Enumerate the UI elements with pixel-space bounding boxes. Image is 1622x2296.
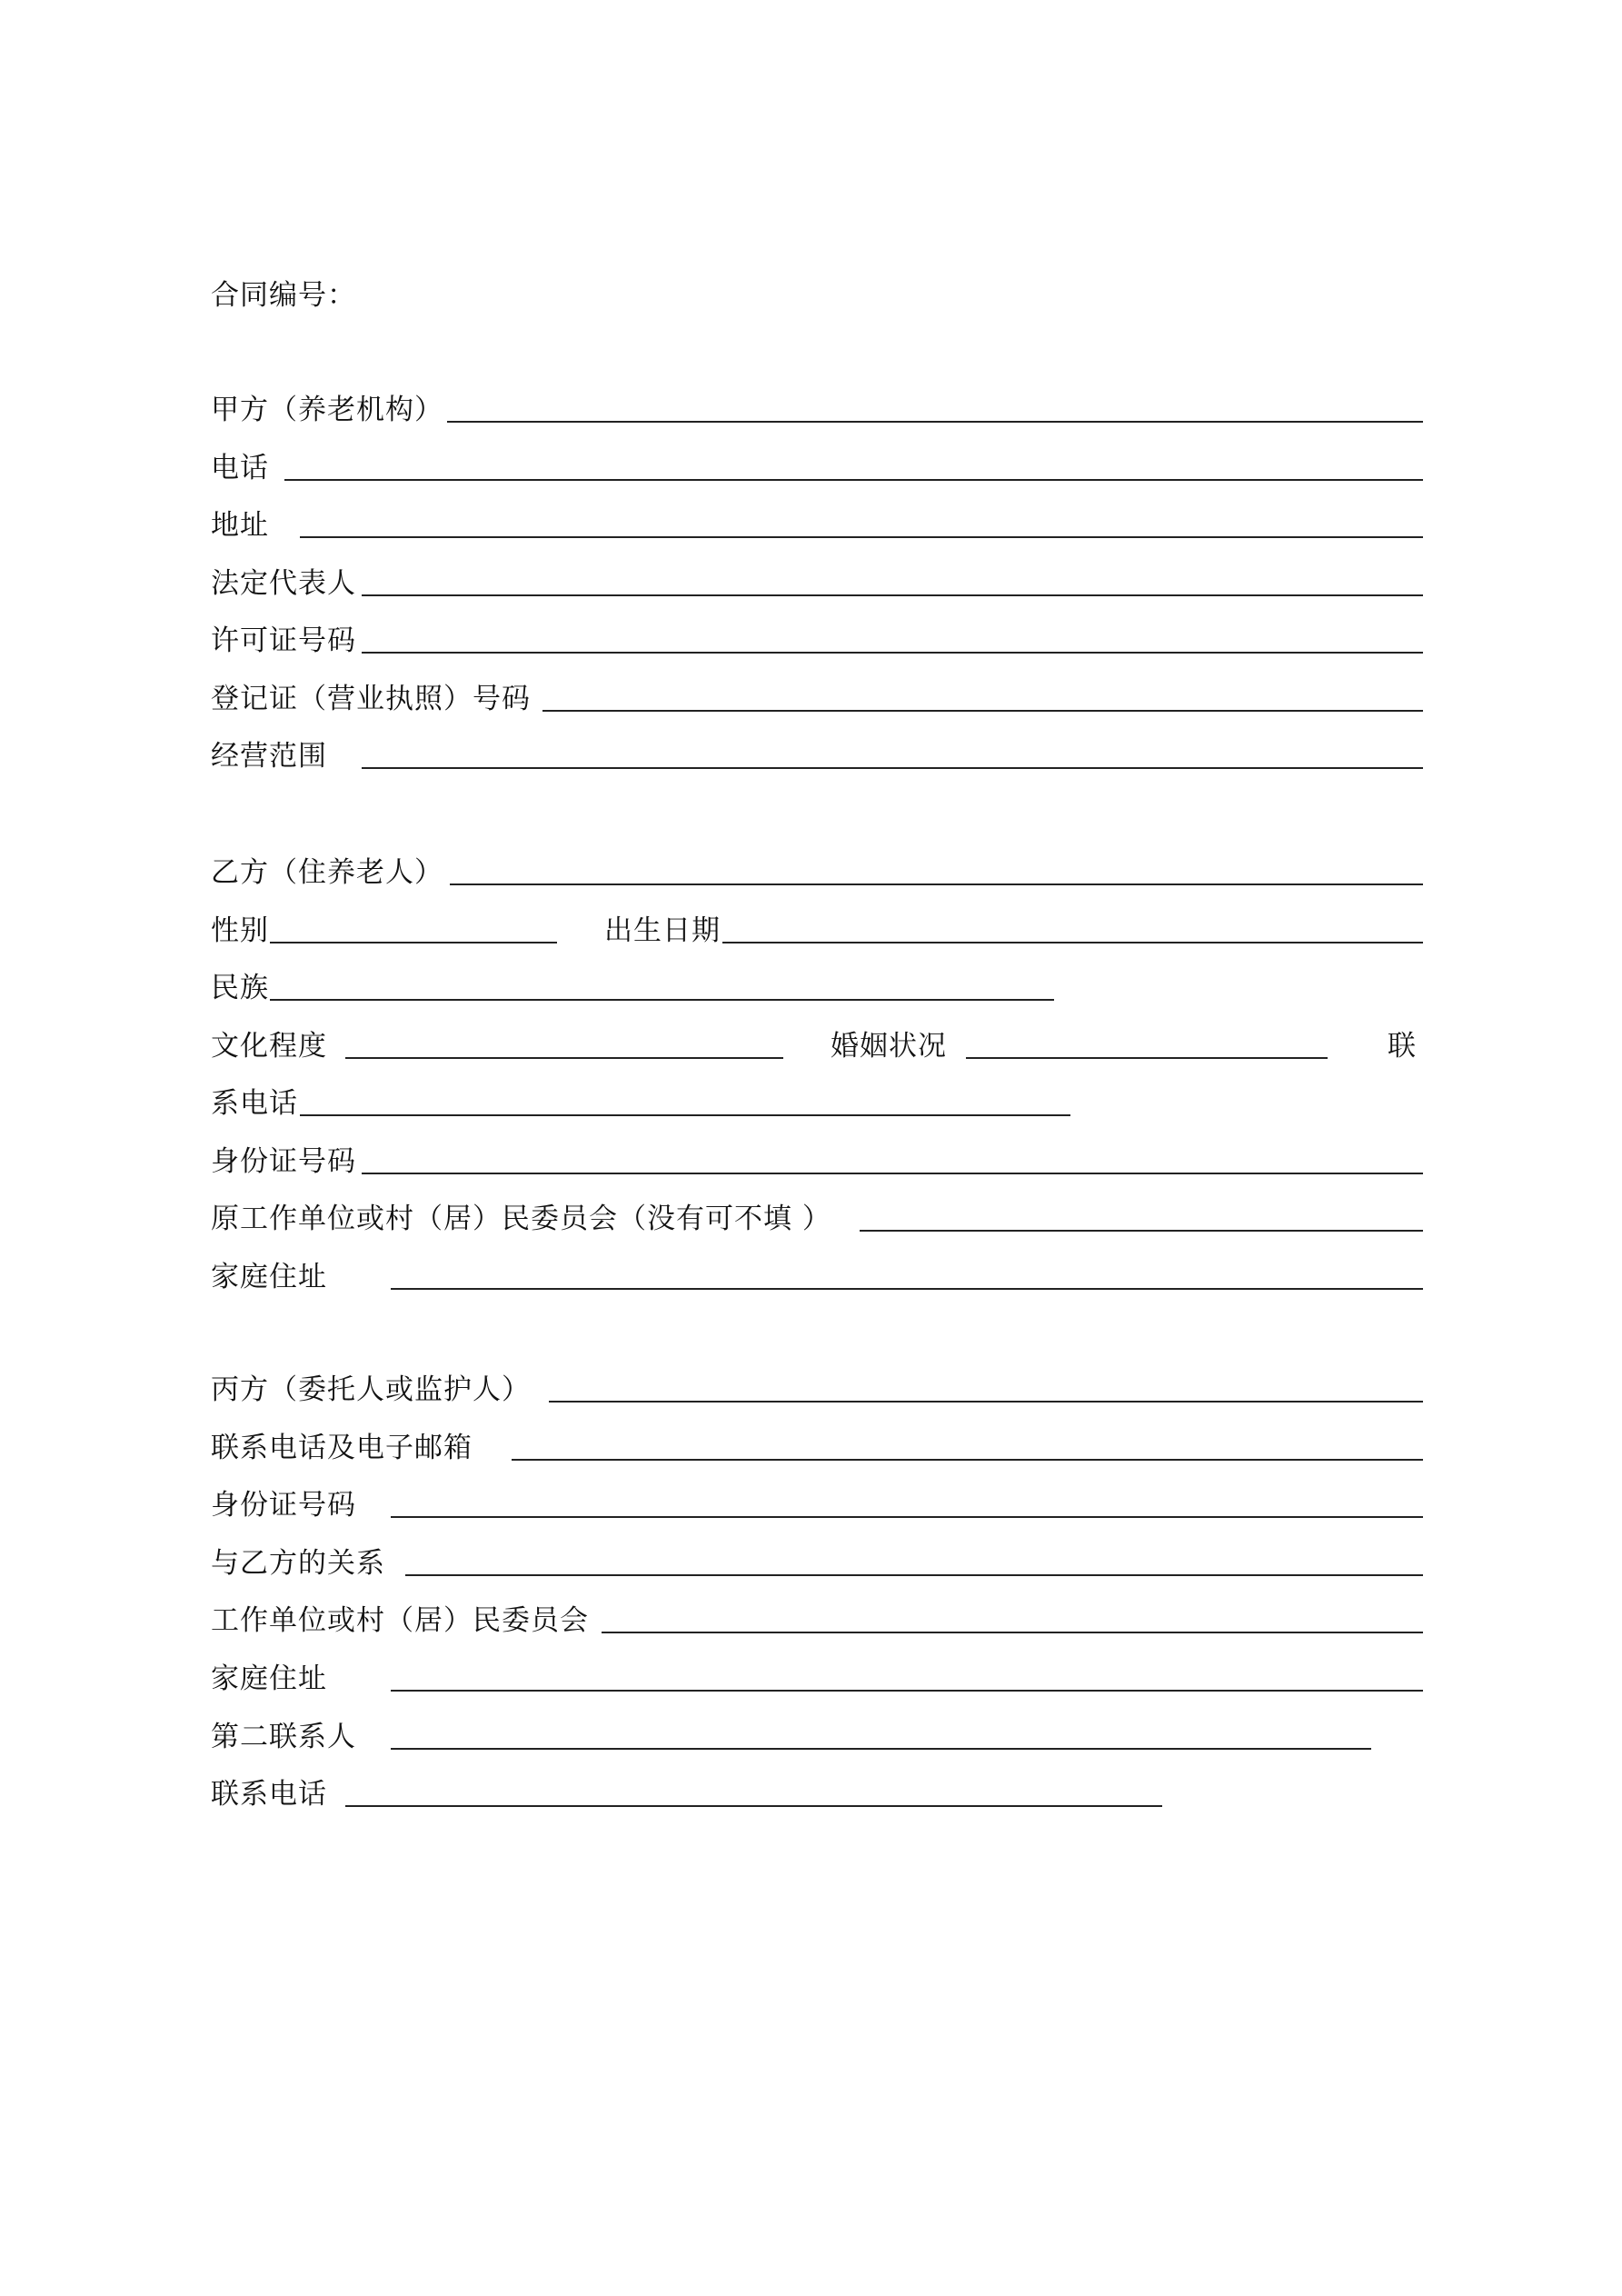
- party-b-address-field[interactable]: [391, 1288, 1423, 1290]
- party-a-legal-rep-label: 法定代表人: [211, 566, 356, 600]
- second-contact-phone-field[interactable]: [345, 1805, 1162, 1807]
- gender-label: 性别: [211, 913, 269, 947]
- party-a-legal-rep-field[interactable]: [362, 594, 1423, 596]
- party-b-name-label: 乙方（住养老人）: [211, 856, 443, 889]
- party-b-phone-label-start: 联: [1388, 1029, 1417, 1063]
- party-a-business-scope-field[interactable]: [362, 767, 1423, 769]
- party-a-name-field[interactable]: [447, 421, 1423, 423]
- party-a-registration-no-label: 登记证（营业执照）号码: [211, 682, 531, 715]
- party-a-phone-label: 电话: [211, 451, 269, 484]
- education-field[interactable]: [345, 1057, 783, 1059]
- party-c-id-field[interactable]: [391, 1516, 1423, 1518]
- second-contact-phone-label: 联系电话: [211, 1778, 327, 1812]
- party-a-address-field[interactable]: [300, 536, 1423, 538]
- party-a-phone-field[interactable]: [284, 479, 1423, 481]
- second-contact-label: 第二联系人: [211, 1720, 356, 1753]
- party-b-id-field[interactable]: [362, 1173, 1423, 1174]
- party-c-name-label: 丙方（委托人或监护人）: [211, 1373, 531, 1406]
- birth-date-label: 出生日期: [604, 913, 721, 947]
- party-b-phone-label: 系电话: [211, 1087, 298, 1120]
- party-b-work-unit-field[interactable]: [860, 1230, 1423, 1232]
- party-c-contact-label: 联系电话及电子邮箱: [211, 1431, 473, 1464]
- marital-status-field[interactable]: [966, 1057, 1328, 1059]
- party-c-work-unit-field[interactable]: [602, 1632, 1423, 1633]
- party-a-business-scope-label: 经营范围: [211, 740, 327, 773]
- party-c-name-field[interactable]: [549, 1401, 1423, 1403]
- party-a-registration-no-field[interactable]: [542, 710, 1423, 712]
- party-c-address-label: 家庭住址: [211, 1662, 327, 1695]
- education-label: 文化程度: [211, 1029, 327, 1063]
- party-b-address-label: 家庭住址: [211, 1260, 327, 1293]
- party-a-address-label: 地址: [211, 509, 269, 542]
- party-b-work-unit-label: 原工作单位或村（居）民委员会（没有可不填 ）: [211, 1203, 831, 1235]
- party-c-relation-label: 与乙方的关系: [211, 1546, 385, 1580]
- party-a-license-no-label: 许可证号码: [211, 624, 356, 657]
- contract-number-label: 合同编号：: [211, 279, 356, 312]
- birth-date-field[interactable]: [722, 942, 1423, 943]
- party-c-relation-field[interactable]: [405, 1574, 1423, 1576]
- marital-status-label: 婚姻状况: [831, 1029, 947, 1063]
- party-a-name-label: 甲方（养老机构）: [211, 394, 443, 426]
- party-b-name-field[interactable]: [450, 883, 1423, 885]
- ethnicity-field[interactable]: [270, 999, 1054, 1001]
- second-contact-field[interactable]: [391, 1748, 1371, 1750]
- ethnicity-label: 民族: [211, 972, 269, 1004]
- party-a-license-no-field[interactable]: [362, 652, 1423, 654]
- party-b-phone-field[interactable]: [300, 1114, 1070, 1116]
- party-b-id-label: 身份证号码: [211, 1144, 356, 1178]
- party-c-id-label: 身份证号码: [211, 1489, 356, 1522]
- party-c-address-field[interactable]: [391, 1690, 1423, 1692]
- party-c-contact-field[interactable]: [512, 1459, 1423, 1461]
- gender-field[interactable]: [270, 942, 557, 943]
- party-c-work-unit-label: 工作单位或村（居）民委员会: [211, 1604, 589, 1638]
